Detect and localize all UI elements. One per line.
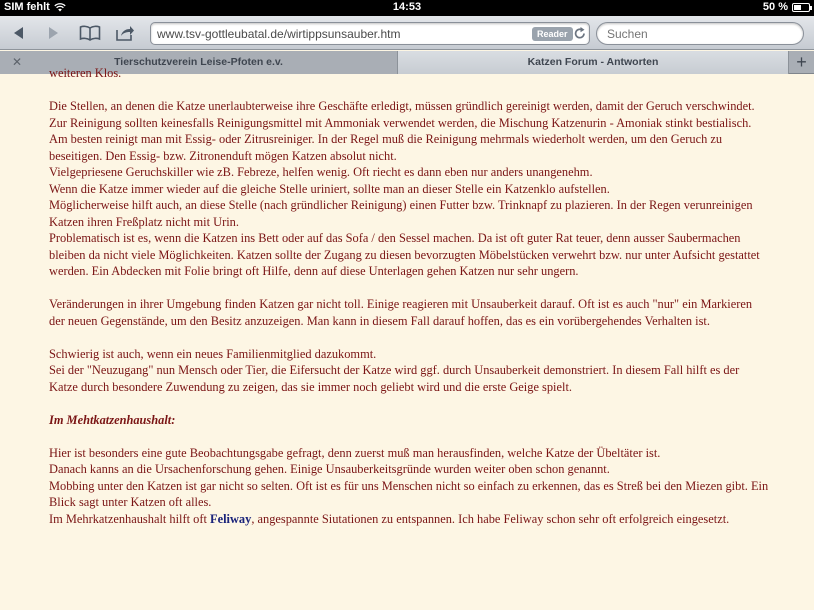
clock: 14:53: [392, 1, 422, 13]
forward-button[interactable]: [42, 23, 64, 43]
battery-percent: 50 %: [762, 1, 788, 13]
close-tab-icon[interactable]: ✕: [12, 55, 23, 69]
share-button[interactable]: [114, 23, 136, 43]
back-arrow-icon: [11, 25, 27, 41]
paragraph: Danach kanns an die Ursachenforschung gehen. Einige Unsauberkeitsgründe wurden weiter oben schon genannt.: [49, 462, 610, 476]
paragraph: Vielgepriesene Geruchskiller wie zB. Febreze, helfen wenig. Oft riecht es dann eben nur anders unangenehm.: [49, 165, 593, 179]
paragraph: Möglicherweise hilft auch, an diese Stelle (nach gründlicher Reinigung) einen Futter bzw. Trinknapf zu plazieren. In der Regen verunreinigen Katzen ihren Freßplatz nicht mit Urin.: [49, 198, 753, 229]
article-text: [49, 65, 769, 527]
battery-fill: [794, 5, 801, 10]
page-content: [0, 66, 814, 610]
paragraph: Die Stellen, an denen die Katze unerlaubterweise ihre Geschäfte erledigt, müssen gründlich gereinigt werden, damit der Geruch verschwindet. Zur Reinigung sollten keinesfalls Reinigungsmittel mit Ammoniak verwendet werden, die Mischung Katzenurin - Amoniak stinkt bestialisch.: [49, 99, 755, 130]
bookmarks-button[interactable]: [79, 23, 101, 43]
back-button[interactable]: [8, 23, 30, 43]
paragraph: Mobbing unter den Katzen ist gar nicht so selten. Oft ist es für uns Menschen nicht so einfach zu erkennen, das es Streß bei den Miezen gibt. Ein Blick sagt unter Katzen oft alles.: [49, 478, 769, 509]
feliway-link[interactable]: Feliway: [210, 511, 252, 526]
section-heading: Im Mehtkatzenhaushalt:: [49, 412, 176, 427]
tab-title: Tierschutzverein Leise-Pfoten e.v.: [114, 56, 283, 68]
book-icon: [79, 25, 101, 41]
battery-icon: [792, 3, 810, 12]
paragraph: Veränderungen in ihrer Umgebung finden Katzen gar nicht toll. Einige reagieren mit Unsauberkeit darauf. Oft ist es auch "nur" ein Markieren der neuen Gegenstände, um den Besitz anzuzeigen. Man kann in diesem Fall darauf hoffen, das es ein vorübergehendes Verhalten ist.: [49, 297, 753, 328]
address-bar[interactable]: [150, 22, 590, 45]
paragraph: Sei der "Neuzugang" nun Mensch oder Tier, die Eifersucht der Katze wird ggf. durch Unsauberkeit demonstriert. In diesem Fall hilft es der Katze durch besondere Zuwendung zu zeigen, das sie immer noch geliebt wird und die erste Geige spielt.: [49, 363, 740, 394]
reload-icon[interactable]: [573, 26, 587, 41]
search-field[interactable]: [596, 22, 804, 45]
paragraph: Hier ist besonders eine gute Beobachtungsgabe gefragt, denn zuerst muß man herausfinden, welche Katze der Übeltäter ist.: [49, 445, 661, 460]
text: Im Mehrkatzenhaushalt hilft oft: [49, 511, 211, 526]
paragraph: Wenn die Katze immer wieder auf die gleiche Stelle uriniert, sollte man an dieser Stelle ein Katzenklo aufstellen.: [49, 181, 610, 196]
browser-toolbar: [0, 16, 814, 50]
share-icon: [115, 25, 135, 41]
url-text[interactable]: www.tsv-gottleubatal.de/wirtippsunsauber.htm: [157, 27, 401, 41]
paragraph: Problematisch ist es, wenn die Katzen ins Bett oder auf das Sofa / den Sessel machen. Da ist oft guter Rat teuer, denn ausser Saubermachen bleiben da nicht viele Möglichkeiten. Katzen sollte der Zugang zu diesen bevorzugten Möbelstücken verwehrt bzw. nur unter Aufsicht gestattet werden. Ein Abdecken mit Folie bringt oft Hilfe, denn auf diese Unterlagen gehen Katzen nur sehr ungern.: [49, 231, 760, 278]
paragraph: [49, 511, 769, 528]
paragraph: Am besten reinigt man mit Essig- oder Zitrusreiniger. In der Regel muß die Reinigung mehrmals wiederholt werden, um den Geruch zu beseitigen. Den Essig- bzw. Zitronenduft mögen Katzen absolut nicht.: [49, 132, 723, 163]
new-tab-button[interactable]: +: [788, 51, 814, 74]
status-bar: [0, 0, 814, 16]
tab-title: Katzen Forum - Antworten: [527, 56, 659, 68]
paragraph: Schwierig ist auch, wenn ein neues Familienmitglied dazukommt.: [49, 346, 377, 361]
text: , angespannte Siutationen zu entspannen. Ich habe Feliway schon sehr oft erfolgreich eingesetzt.: [251, 511, 730, 526]
carrier-label: SIM fehlt: [4, 1, 50, 13]
reader-button[interactable]: Reader: [532, 27, 573, 41]
battery-area: [763, 1, 810, 13]
paragraph: weiteren Klos.: [49, 66, 122, 80]
forward-arrow-icon: [45, 25, 61, 41]
